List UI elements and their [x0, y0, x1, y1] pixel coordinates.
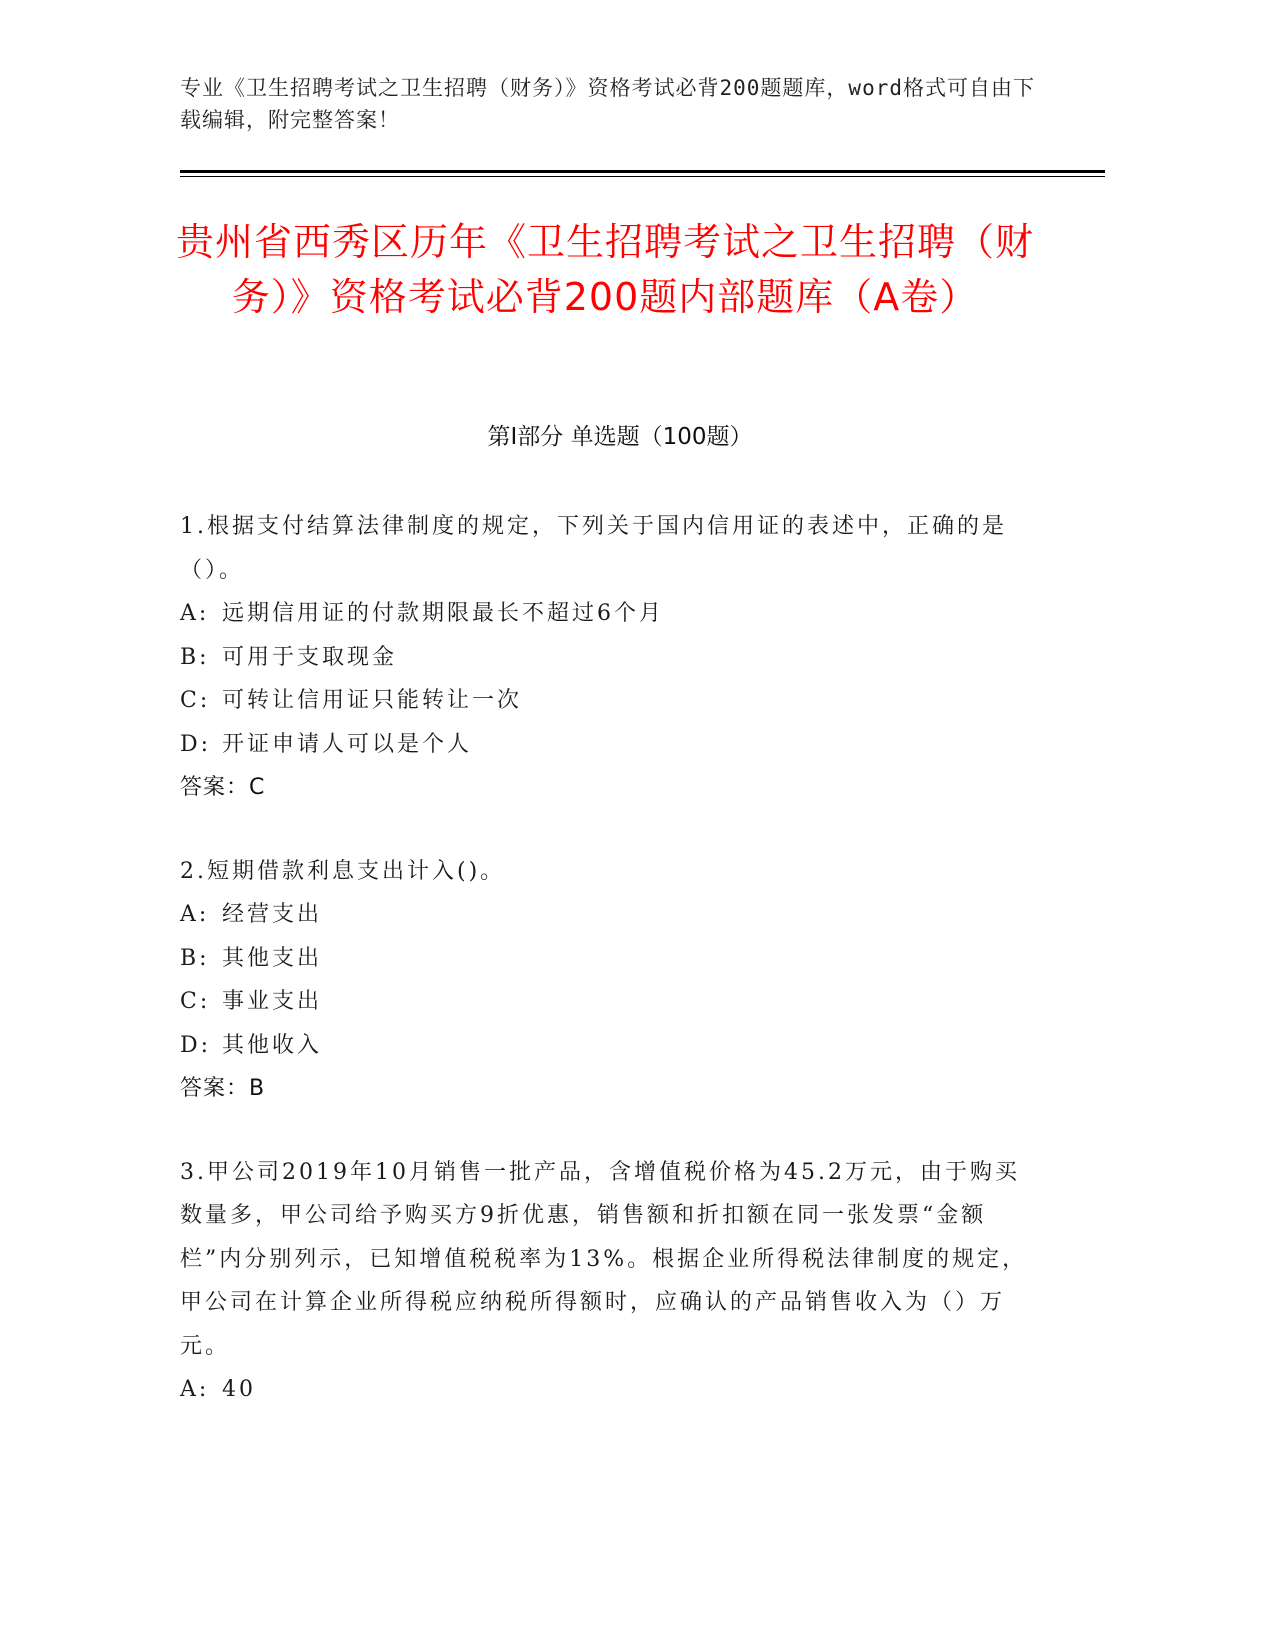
option-d — [180, 723, 1040, 767]
option-key: D: — [180, 731, 212, 757]
header-divider-thin — [180, 176, 1105, 177]
option-key: C: — [180, 989, 211, 1014]
option-text: 40 — [222, 1377, 256, 1402]
option-d — [180, 1024, 1040, 1068]
question-1 — [180, 505, 1040, 810]
option-key: B: — [180, 945, 210, 971]
document-title: 贵州省西秀区历年《卫生招聘考试之卫生招聘（财务）》资格考试必背200题内部题库（A卷） — [175, 220, 1034, 319]
question-list — [180, 505, 1040, 1452]
option-key: A: — [180, 1377, 210, 1402]
option-a — [180, 592, 1040, 636]
option-b — [180, 636, 1040, 680]
question-stem: 1.根据支付结算法律制度的规定，下列关于国内信用证的表述中，正确的是（）。 — [180, 514, 1007, 583]
option-text: 经营支出 — [222, 902, 323, 927]
question-2 — [180, 850, 1040, 1111]
option-key: A: — [180, 902, 210, 927]
option-c — [180, 980, 1040, 1024]
header-note: 专业《卫生招聘考试之卫生招聘（财务）》资格考试必背200题题库，word格式可自由下载编辑，附完整答案！ — [180, 76, 1035, 132]
question-stem: 3.甲公司2019年10月销售一批产品，含增值税价格为45.2万元，由于购买数量多，甲公司给予购买方9折优惠，销售额和折扣额在同一张发票“金额栏”内分别列示，已知增值税税率为13%。根据企业所得税法律制度的规定，甲公司在计算企业所得税应纳税所得额时，应确认的产品销售收入为（）万元。 — [180, 1159, 1028, 1359]
option-text: 其他支出 — [222, 945, 323, 971]
section-title: 第Ⅰ部分 单选题（100题） — [487, 424, 753, 450]
option-key: A: — [180, 601, 210, 626]
option-key: B: — [180, 644, 210, 670]
option-text: 其他收入 — [222, 1032, 323, 1058]
option-c — [180, 679, 1040, 723]
question-stem: 2.短期借款利息支出计入()。 — [180, 858, 506, 884]
option-text: 事业支出 — [222, 989, 323, 1014]
option-key: C: — [180, 688, 211, 713]
option-text: 可转让信用证只能转让一次 — [222, 688, 523, 713]
answer-line: 答案：B — [180, 1076, 266, 1101]
option-text: 可用于支取现金 — [222, 644, 398, 670]
header-divider-thick — [180, 170, 1105, 173]
option-text: 远期信用证的付款期限最长不超过6个月 — [222, 601, 664, 626]
option-text: 开证申请人可以是个人 — [222, 731, 473, 757]
option-a — [180, 1368, 1040, 1412]
question-3 — [180, 1151, 1040, 1412]
option-a — [180, 893, 1040, 937]
option-key: D: — [180, 1032, 212, 1058]
answer-line: 答案：C — [180, 775, 266, 800]
option-b — [180, 937, 1040, 981]
